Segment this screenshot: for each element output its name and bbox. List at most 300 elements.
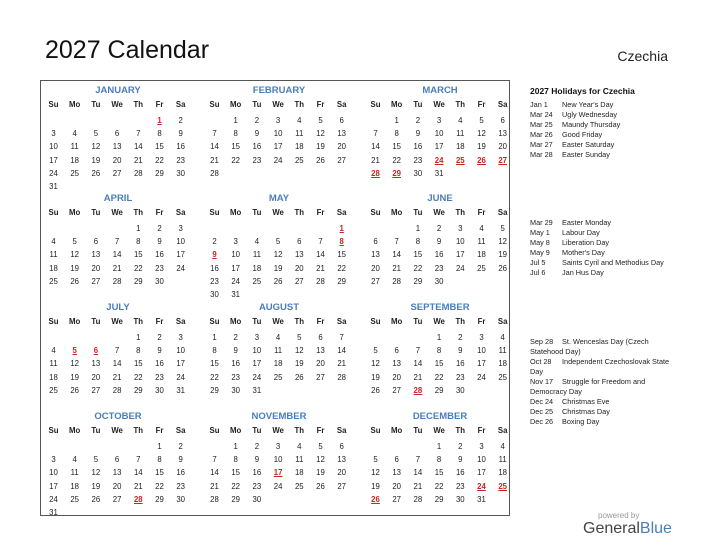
day-cell[interactable]: 5 (318, 442, 323, 451)
day-cell[interactable]: 29 (231, 494, 241, 504)
holiday-day-cell[interactable]: 28 (133, 494, 143, 504)
day-cell[interactable]: 20 (337, 468, 347, 478)
day-cell[interactable]: 11 (49, 250, 58, 260)
day-cell[interactable]: 2 (212, 237, 217, 247)
day-cell[interactable]: 21 (133, 155, 143, 165)
day-cell[interactable]: 23 (455, 481, 465, 491)
day-cell[interactable]: 4 (297, 116, 302, 125)
day-cell[interactable]: 19 (316, 468, 325, 478)
holiday-day-cell[interactable]: 26 (371, 494, 380, 504)
day-cell[interactable]: 9 (436, 237, 442, 247)
day-cell[interactable]: 27 (392, 385, 402, 395)
day-cell[interactable]: 6 (114, 455, 120, 465)
day-cell[interactable]: 29 (434, 494, 444, 504)
day-cell[interactable]: 29 (133, 276, 143, 286)
day-cell[interactable]: 11 (70, 142, 79, 152)
day-cell[interactable]: 18 (70, 481, 80, 491)
day-cell[interactable]: 12 (70, 359, 80, 369)
day-cell[interactable]: 23 (231, 372, 241, 382)
day-cell[interactable]: 24 (231, 276, 241, 286)
day-cell[interactable]: 11 (295, 129, 304, 139)
day-cell[interactable]: 16 (413, 142, 423, 152)
day-cell[interactable]: 2 (415, 116, 421, 125)
day-cell[interactable]: 12 (371, 359, 380, 369)
day-cell[interactable]: 25 (294, 481, 304, 491)
day-cell[interactable]: 23 (413, 155, 423, 165)
day-cell[interactable]: 17 (252, 359, 262, 369)
day-cell[interactable]: 11 (456, 129, 465, 139)
day-cell[interactable]: 4 (254, 237, 260, 247)
day-cell[interactable]: 5 (373, 455, 378, 465)
day-cell[interactable]: 4 (500, 333, 505, 342)
day-cell[interactable]: 25 (498, 372, 508, 382)
day-cell[interactable]: 31 (176, 385, 186, 395)
day-cell[interactable]: 29 (210, 385, 219, 395)
day-cell[interactable]: 23 (176, 481, 186, 491)
day-cell[interactable]: 21 (392, 263, 402, 273)
day-cell[interactable]: 4 (297, 442, 302, 451)
day-cell[interactable]: 21 (112, 263, 122, 273)
day-cell[interactable]: 13 (392, 359, 402, 369)
day-cell[interactable]: 30 (231, 385, 241, 395)
day-cell[interactable]: 14 (112, 359, 122, 369)
day-cell[interactable]: 20 (112, 155, 122, 165)
day-cell[interactable]: 5 (275, 237, 281, 247)
day-cell[interactable]: 20 (392, 372, 402, 382)
day-cell[interactable]: 4 (72, 129, 77, 139)
day-cell[interactable]: 2 (157, 224, 162, 233)
day-cell[interactable]: 6 (394, 455, 399, 465)
day-cell[interactable]: 10 (434, 129, 444, 139)
day-cell[interactable]: 19 (91, 481, 101, 491)
day-cell[interactable]: 31 (434, 168, 444, 178)
day-cell[interactable]: 25 (49, 385, 58, 395)
day-cell[interactable]: 6 (373, 237, 378, 247)
day-cell[interactable]: 3 (233, 237, 238, 247)
day-cell[interactable]: 8 (436, 455, 442, 465)
day-cell[interactable]: 13 (337, 455, 347, 465)
holiday-day-cell[interactable]: 9 (212, 250, 217, 260)
day-cell[interactable]: 16 (176, 142, 186, 152)
day-cell[interactable]: 20 (294, 263, 304, 273)
day-cell[interactable]: 20 (91, 372, 101, 382)
day-cell[interactable]: 2 (157, 333, 162, 342)
day-cell[interactable]: 18 (294, 468, 304, 478)
day-cell[interactable]: 17 (176, 359, 186, 369)
day-cell[interactable]: 29 (337, 276, 347, 286)
day-cell[interactable]: 16 (455, 359, 465, 369)
day-cell[interactable]: 18 (273, 359, 283, 369)
day-cell[interactable]: 25 (477, 263, 486, 273)
day-cell[interactable]: 3 (479, 333, 484, 342)
day-cell[interactable]: 2 (178, 116, 183, 125)
day-cell[interactable]: 27 (316, 372, 325, 382)
day-cell[interactable]: 25 (70, 168, 80, 178)
day-cell[interactable]: 6 (339, 116, 344, 125)
day-cell[interactable]: 29 (155, 168, 164, 178)
day-cell[interactable]: 9 (458, 346, 463, 356)
day-cell[interactable]: 23 (455, 372, 465, 382)
day-cell[interactable]: 5 (93, 129, 99, 139)
day-cell[interactable]: 7 (318, 237, 323, 247)
day-cell[interactable]: 28 (210, 494, 219, 504)
day-cell[interactable]: 9 (415, 129, 421, 139)
day-cell[interactable]: 4 (479, 224, 484, 233)
day-cell[interactable]: 15 (434, 468, 444, 478)
day-cell[interactable]: 3 (178, 224, 183, 233)
day-cell[interactable]: 27 (392, 494, 402, 504)
day-cell[interactable]: 27 (337, 481, 347, 491)
day-cell[interactable]: 13 (112, 142, 122, 152)
day-cell[interactable]: 16 (155, 359, 164, 369)
day-cell[interactable]: 6 (394, 346, 399, 356)
day-cell[interactable]: 1 (436, 333, 442, 342)
day-cell[interactable]: 11 (295, 455, 304, 465)
day-cell[interactable]: 17 (273, 142, 283, 152)
day-cell[interactable]: 16 (176, 468, 186, 478)
day-cell[interactable]: 1 (136, 333, 141, 342)
day-cell[interactable]: 17 (477, 359, 486, 369)
day-cell[interactable]: 3 (275, 116, 281, 125)
day-cell[interactable]: 14 (112, 250, 122, 260)
day-cell[interactable]: 19 (316, 142, 325, 152)
day-cell[interactable]: 10 (49, 468, 58, 478)
day-cell[interactable]: 2 (233, 333, 238, 342)
day-cell[interactable]: 28 (210, 168, 219, 178)
holiday-day-cell[interactable]: 28 (413, 385, 423, 395)
day-cell[interactable]: 18 (498, 468, 508, 478)
day-cell[interactable]: 21 (337, 359, 347, 369)
day-cell[interactable]: 22 (434, 481, 444, 491)
day-cell[interactable]: 29 (133, 385, 143, 395)
day-cell[interactable]: 4 (275, 333, 281, 342)
day-cell[interactable]: 21 (133, 481, 143, 491)
day-cell[interactable]: 1 (415, 224, 421, 233)
day-cell[interactable]: 3 (479, 442, 484, 451)
day-cell[interactable]: 25 (252, 276, 262, 286)
day-cell[interactable]: 18 (252, 263, 262, 273)
day-cell[interactable]: 30 (155, 276, 164, 286)
day-cell[interactable]: 21 (413, 372, 423, 382)
holiday-day-cell[interactable]: 27 (498, 155, 508, 165)
day-cell[interactable]: 24 (477, 372, 486, 382)
day-cell[interactable]: 26 (91, 168, 101, 178)
day-cell[interactable]: 9 (178, 455, 183, 465)
day-cell[interactable]: 14 (392, 250, 402, 260)
day-cell[interactable]: 12 (70, 250, 80, 260)
day-cell[interactable]: 7 (394, 237, 399, 247)
day-cell[interactable]: 15 (133, 359, 143, 369)
day-cell[interactable]: 30 (455, 494, 465, 504)
day-cell[interactable]: 20 (337, 142, 347, 152)
day-cell[interactable]: 14 (133, 468, 143, 478)
day-cell[interactable]: 24 (49, 494, 58, 504)
holiday-day-cell[interactable]: 29 (392, 168, 402, 178)
day-cell[interactable]: 8 (233, 455, 238, 465)
day-cell[interactable]: 20 (392, 481, 402, 491)
day-cell[interactable]: 10 (455, 237, 465, 247)
day-cell[interactable]: 14 (371, 142, 380, 152)
day-cell[interactable]: 26 (70, 276, 80, 286)
day-cell[interactable]: 27 (112, 168, 122, 178)
day-cell[interactable]: 13 (371, 250, 380, 260)
day-cell[interactable]: 31 (49, 182, 58, 191)
day-cell[interactable]: 12 (498, 237, 508, 247)
day-cell[interactable]: 30 (210, 290, 219, 299)
day-cell[interactable]: 7 (212, 129, 217, 139)
day-cell[interactable]: 28 (316, 276, 325, 286)
day-cell[interactable]: 13 (91, 250, 101, 260)
day-cell[interactable]: 24 (273, 481, 283, 491)
day-cell[interactable]: 24 (49, 168, 58, 178)
day-cell[interactable]: 9 (178, 129, 183, 139)
day-cell[interactable]: 18 (477, 250, 486, 260)
day-cell[interactable]: 8 (415, 237, 421, 247)
day-cell[interactable]: 16 (210, 263, 219, 273)
brand-logo[interactable] (583, 520, 672, 538)
day-cell[interactable]: 27 (91, 276, 101, 286)
day-cell[interactable]: 1 (212, 333, 217, 342)
day-cell[interactable]: 19 (91, 155, 101, 165)
day-cell[interactable]: 1 (136, 224, 141, 233)
day-cell[interactable]: 7 (415, 346, 421, 356)
day-cell[interactable]: 5 (93, 455, 99, 465)
day-cell[interactable]: 7 (373, 129, 378, 139)
day-cell[interactable]: 19 (477, 142, 486, 152)
day-cell[interactable]: 17 (455, 250, 465, 260)
day-cell[interactable]: 14 (316, 250, 325, 260)
day-cell[interactable]: 15 (231, 142, 241, 152)
day-cell[interactable]: 30 (176, 494, 186, 504)
day-cell[interactable]: 28 (392, 276, 402, 286)
day-cell[interactable]: 17 (477, 468, 486, 478)
holiday-day-cell[interactable]: 24 (434, 155, 444, 165)
day-cell[interactable]: 7 (114, 346, 120, 356)
day-cell[interactable]: 22 (231, 481, 241, 491)
day-cell[interactable]: 12 (477, 129, 486, 139)
day-cell[interactable]: 10 (252, 346, 262, 356)
day-cell[interactable]: 26 (273, 276, 283, 286)
day-cell[interactable]: 1 (436, 442, 442, 451)
day-cell[interactable]: 6 (318, 333, 323, 342)
day-cell[interactable]: 13 (392, 468, 402, 478)
day-cell[interactable]: 15 (133, 250, 143, 260)
day-cell[interactable]: 22 (133, 263, 143, 273)
day-cell[interactable]: 6 (297, 237, 302, 247)
day-cell[interactable]: 3 (275, 442, 281, 451)
day-cell[interactable]: 20 (371, 263, 380, 273)
day-cell[interactable]: 19 (273, 263, 283, 273)
day-cell[interactable]: 22 (434, 372, 444, 382)
day-cell[interactable]: 31 (477, 494, 486, 504)
day-cell[interactable]: 29 (155, 494, 164, 504)
holiday-day-cell[interactable]: 1 (157, 116, 162, 125)
day-cell[interactable]: 9 (157, 237, 162, 247)
day-cell[interactable]: 23 (210, 276, 219, 286)
day-cell[interactable]: 16 (434, 250, 444, 260)
day-cell[interactable]: 17 (231, 263, 241, 273)
day-cell[interactable]: 12 (371, 468, 380, 478)
day-cell[interactable]: 25 (294, 155, 304, 165)
day-cell[interactable]: 30 (455, 385, 465, 395)
day-cell[interactable]: 10 (273, 129, 283, 139)
day-cell[interactable]: 23 (155, 263, 164, 273)
day-cell[interactable]: 13 (316, 346, 325, 356)
day-cell[interactable]: 2 (458, 333, 463, 342)
day-cell[interactable]: 23 (434, 263, 444, 273)
day-cell[interactable]: 23 (176, 155, 186, 165)
day-cell[interactable]: 15 (210, 359, 219, 369)
day-cell[interactable]: 19 (294, 359, 304, 369)
day-cell[interactable]: 31 (49, 508, 58, 517)
day-cell[interactable]: 30 (155, 385, 164, 395)
day-cell[interactable]: 12 (294, 346, 304, 356)
day-cell[interactable]: 28 (133, 168, 143, 178)
day-cell[interactable]: 21 (112, 372, 122, 382)
day-cell[interactable]: 18 (498, 359, 508, 369)
day-cell[interactable]: 4 (72, 455, 77, 465)
day-cell[interactable]: 7 (212, 455, 217, 465)
day-cell[interactable]: 26 (316, 481, 325, 491)
holiday-day-cell[interactable]: 8 (339, 237, 344, 247)
day-cell[interactable]: 18 (455, 142, 465, 152)
day-cell[interactable]: 13 (294, 250, 304, 260)
day-cell[interactable]: 16 (252, 468, 262, 478)
day-cell[interactable]: 10 (273, 455, 283, 465)
day-cell[interactable]: 12 (316, 129, 325, 139)
day-cell[interactable]: 3 (51, 455, 56, 465)
day-cell[interactable]: 19 (70, 372, 80, 382)
day-cell[interactable]: 2 (436, 224, 442, 233)
day-cell[interactable]: 27 (371, 276, 380, 286)
day-cell[interactable]: 6 (339, 442, 344, 451)
day-cell[interactable]: 28 (337, 372, 347, 382)
day-cell[interactable]: 4 (458, 116, 463, 125)
day-cell[interactable]: 5 (318, 116, 323, 125)
day-cell[interactable]: 9 (254, 455, 260, 465)
day-cell[interactable]: 27 (337, 155, 347, 165)
day-cell[interactable]: 21 (413, 481, 423, 491)
day-cell[interactable]: 11 (274, 346, 283, 356)
day-cell[interactable]: 7 (339, 333, 344, 342)
day-cell[interactable]: 21 (210, 481, 219, 491)
day-cell[interactable]: 15 (231, 468, 241, 478)
day-cell[interactable]: 28 (112, 385, 122, 395)
day-cell[interactable]: 17 (434, 142, 444, 152)
day-cell[interactable]: 10 (231, 250, 241, 260)
day-cell[interactable]: 24 (252, 372, 262, 382)
day-cell[interactable]: 1 (233, 442, 238, 451)
day-cell[interactable]: 26 (70, 385, 80, 395)
day-cell[interactable]: 29 (413, 276, 423, 286)
day-cell[interactable]: 24 (176, 263, 186, 273)
holiday-day-cell[interactable]: 28 (371, 168, 380, 178)
day-cell[interactable]: 27 (112, 494, 122, 504)
day-cell[interactable]: 17 (176, 250, 186, 260)
day-cell[interactable]: 11 (477, 237, 486, 247)
day-cell[interactable]: 24 (273, 155, 283, 165)
day-cell[interactable]: 26 (91, 494, 101, 504)
day-cell[interactable]: 15 (413, 250, 423, 260)
day-cell[interactable]: 18 (49, 263, 58, 273)
day-cell[interactable]: 5 (479, 116, 484, 125)
day-cell[interactable]: 14 (133, 142, 143, 152)
day-cell[interactable]: 25 (49, 276, 58, 286)
day-cell[interactable]: 16 (252, 142, 262, 152)
day-cell[interactable]: 10 (477, 455, 486, 465)
day-cell[interactable]: 3 (436, 116, 442, 125)
day-cell[interactable]: 30 (252, 494, 262, 504)
day-cell[interactable]: 31 (252, 385, 262, 395)
holiday-day-cell[interactable]: 26 (477, 155, 486, 165)
holiday-day-cell[interactable]: 1 (339, 224, 344, 233)
day-cell[interactable]: 4 (51, 346, 56, 356)
day-cell[interactable]: 8 (436, 346, 442, 356)
day-cell[interactable]: 22 (337, 263, 347, 273)
day-cell[interactable]: 21 (210, 155, 219, 165)
day-cell[interactable]: 15 (434, 359, 444, 369)
day-cell[interactable]: 14 (210, 142, 219, 152)
day-cell[interactable]: 10 (477, 346, 486, 356)
day-cell[interactable]: 20 (91, 263, 101, 273)
day-cell[interactable]: 20 (316, 359, 325, 369)
day-cell[interactable]: 10 (176, 237, 186, 247)
day-cell[interactable]: 16 (455, 468, 465, 478)
holiday-day-cell[interactable]: 17 (273, 468, 283, 478)
day-cell[interactable]: 4 (51, 237, 56, 247)
day-cell[interactable]: 3 (51, 129, 56, 139)
day-cell[interactable]: 5 (297, 333, 302, 342)
day-cell[interactable]: 2 (178, 442, 183, 451)
day-cell[interactable]: 11 (498, 455, 507, 465)
day-cell[interactable]: 12 (316, 455, 325, 465)
day-cell[interactable]: 19 (371, 481, 380, 491)
day-cell[interactable]: 21 (316, 263, 325, 273)
day-cell[interactable]: 15 (337, 250, 347, 260)
day-cell[interactable]: 5 (373, 346, 378, 356)
day-cell[interactable]: 25 (70, 494, 80, 504)
day-cell[interactable]: 9 (233, 346, 238, 356)
day-cell[interactable]: 7 (415, 455, 421, 465)
day-cell[interactable]: 3 (254, 333, 260, 342)
day-cell[interactable]: 1 (233, 116, 238, 125)
day-cell[interactable]: 18 (49, 372, 58, 382)
day-cell[interactable]: 23 (252, 155, 262, 165)
holiday-day-cell[interactable]: 6 (93, 346, 99, 356)
day-cell[interactable]: 14 (337, 346, 347, 356)
day-cell[interactable]: 30 (176, 168, 186, 178)
day-cell[interactable]: 15 (155, 468, 164, 478)
day-cell[interactable]: 16 (231, 359, 241, 369)
day-cell[interactable]: 24 (455, 263, 465, 273)
day-cell[interactable]: 10 (49, 142, 58, 152)
day-cell[interactable]: 22 (413, 263, 423, 273)
day-cell[interactable]: 13 (337, 129, 347, 139)
day-cell[interactable]: 6 (93, 237, 99, 247)
holiday-day-cell[interactable]: 25 (498, 481, 508, 491)
day-cell[interactable]: 27 (91, 385, 101, 395)
day-cell[interactable]: 16 (155, 250, 164, 260)
day-cell[interactable]: 26 (371, 385, 380, 395)
day-cell[interactable]: 21 (371, 155, 380, 165)
day-cell[interactable]: 9 (157, 346, 162, 356)
day-cell[interactable]: 23 (252, 481, 262, 491)
day-cell[interactable]: 4 (500, 442, 505, 451)
day-cell[interactable]: 5 (72, 237, 77, 247)
day-cell[interactable]: 11 (70, 468, 79, 478)
day-cell[interactable]: 20 (498, 142, 508, 152)
day-cell[interactable]: 6 (114, 129, 120, 139)
